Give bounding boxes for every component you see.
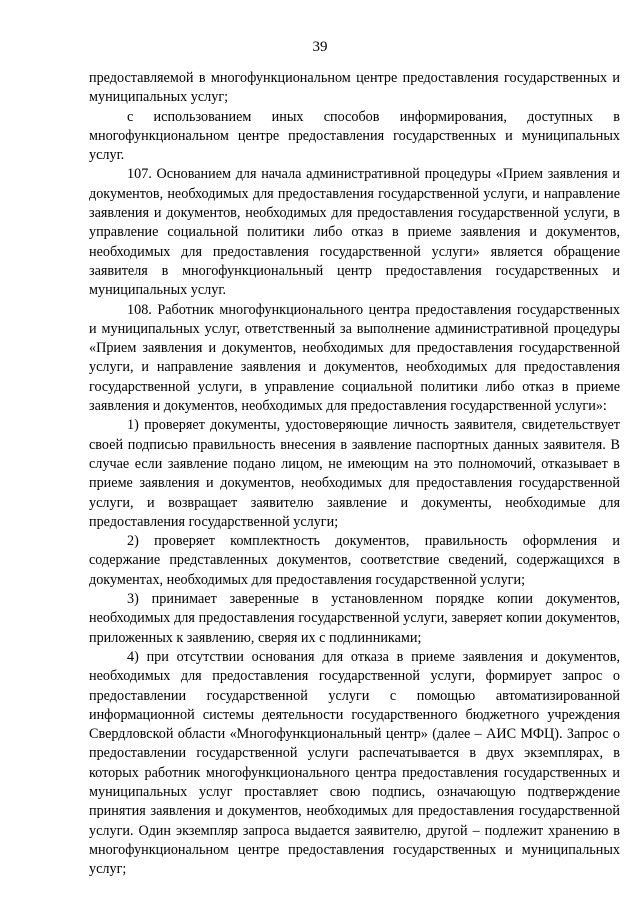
list-item-1: 1) проверяет документы, удостоверяющие личность заявителя, свидетельствует своей подписью правильность внесения в заявление паспортных данных заявителя. В случае если заявление подано лицом, не имеющим на это полномочий, отказывает в приеме заявления и документов, необходимых для предоставления государственной услуги, и возвращает заявителю заявление и документы, необходимые для предоставления государственной услуги; bbox=[89, 417, 620, 530]
list-item-2: 2) проверяет комплектность документов, правильность оформления и содержание представленных документов, соответствие сведений, содержащихся в документах, необходимых для предоставления государственной услуги; bbox=[89, 533, 620, 588]
paragraph-107: 107. Основанием для начала административной процедуры «Прием заявления и документов, необходимых для предоставления государственной услуги, и направление заявления и документов, необходимых для предоставления государственной услуги, в управление социальной политики либо отказ в приеме заявления и документов, необходимых для предоставления государственной услуги» является обращение заявителя в многофункциональный центр предоставления государственных и муниципальных услуг. bbox=[89, 166, 620, 299]
paragraph-continuation: предоставляемой в многофункциональном центре предоставления государственных и муниципальных услуг; bbox=[89, 70, 620, 106]
list-item-3: 3) принимает заверенные в установленном порядке копии документов, необходимых для предоставления государственной услуги, заверяет копии документов, приложенных к заявлению, сверяя их с подлинниками; bbox=[89, 591, 620, 646]
document-body bbox=[89, 69, 620, 879]
list-item-4: 4) при отсутствии основания для отказа в приеме заявления и документов, необходимых для предоставления государственной услуги, формирует запрос о предоставлении государственной услуги с помощью автоматизированной информационной системы деятельности государственного бюджетного учреждения Свердловской области «Многофункциональный центр» (далее – АИС МФЦ). Запрос о предоставлении государственной услуги распечатывается в двух экземплярах, в которых работник многофункционального центра предоставления государственных и муниципальных услуг проставляет свою подпись, означающую подтверждение принятия заявления и документов, необходимых для предоставления государственной услуги. Один экземпляр запроса выдается заявителю, другой – подлежит хранению в многофункциональном центре предоставления государственных и муниципальных услуг; bbox=[89, 648, 620, 878]
page-number: 39 bbox=[312, 39, 328, 55]
paragraph-108: 108. Работник многофункционального центра предоставления государственных и муниципальных услуг, ответственный за выполнение административной процедуры «Прием заявления и документов, необходимых для предоставления государственной услуги, и направление заявления и документов, необходимых для предоставления государственной услуги, в управление социальной политики либо отказ в приеме заявления и документов, необходимых для предоставления государственной услуги»: bbox=[89, 301, 620, 415]
paragraph-info-methods: с использованием иных способов информирования, доступных в многофункциональном центре предоставления государственных и муниципальных услуг. bbox=[89, 108, 620, 164]
